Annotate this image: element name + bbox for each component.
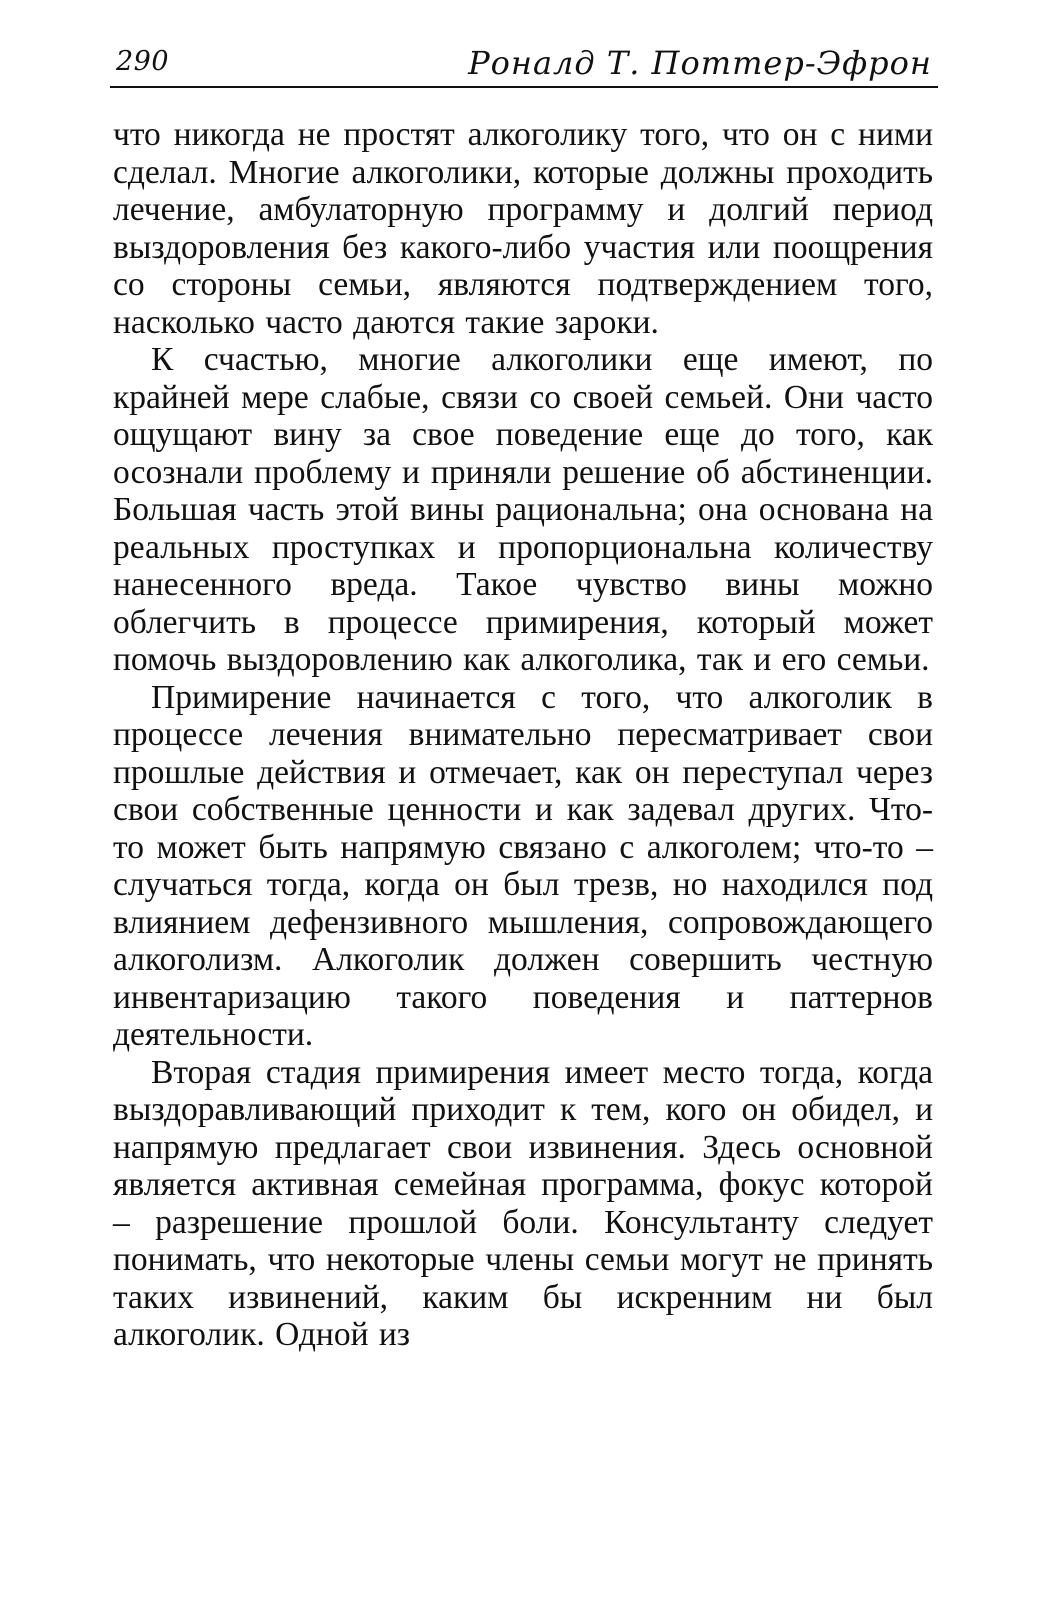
paragraph: К счастью, многие алкоголики еще имеют, по крайней мере слабые, связи со своей семьей. Они часто ощущают вину за свое поведение еще до того, как осознали проблему и приняли решение об абстиненции. Большая часть этой вины рациональна; она основана на реальных проступках и пропорциональна количеству нанесенного вреда. Такое чувство вины можно облегчить в процессе примирения, который может помочь выздоровлению как алкоголика, так и его семьи. bbox=[113, 341, 933, 678]
paragraph: что никогда не простят алкоголику того, что он с ними сделал. Многие алкоголики, которые должны проходить лечение, амбулаторную программу и долгий период выздоровления без какого-либо участия или поощрения со стороны семьи, являются подтверждением того, насколько часто даются такие зароки. bbox=[113, 116, 933, 341]
body-text bbox=[113, 116, 933, 1354]
running-head bbox=[110, 42, 938, 92]
header-rule bbox=[110, 86, 938, 88]
running-head-author: Роналд Т. Поттер-Эфрон bbox=[468, 44, 932, 82]
paragraph: Вторая стадия примирения имеет место тогда, когда выздоравливающий приходит к тем, кого он обидел, и напрямую предлагает свои извинения. Здесь основной является активная семейная программа, фокус которой – разрешение прошлой боли. Консультанту следует понимать, что некоторые члены семьи могут не принять таких извинений, каким бы искренним ни был алкоголик. Одной из bbox=[113, 1053, 933, 1353]
page-number: 290 bbox=[116, 46, 170, 77]
paragraph: Примирение начинается с того, что алкоголик в процессе лечения внимательно пересматривает свои прошлые действия и отмечает, как он переступал через свои собственные ценности и как задевал других. Что-то может быть напрямую связано с алкоголем; что-то – случаться тогда, когда он был трезв, но находился под влиянием дефензивного мышления, сопровождающего алкоголизм. Алкоголик должен совершить честную инвентаризацию такого поведения и паттернов деятельности. bbox=[113, 678, 933, 1053]
